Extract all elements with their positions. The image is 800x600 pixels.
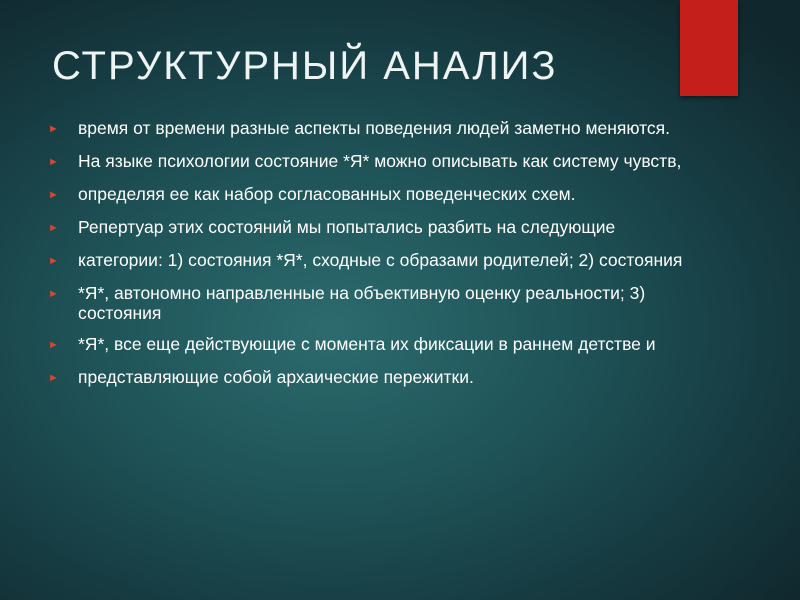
bullet-text: время от времени разные аспекты поведения людей заметно меняются. (78, 118, 670, 138)
triangle-bullet-icon: ► (48, 288, 59, 300)
triangle-bullet-icon: ► (48, 339, 59, 351)
slide-title: СТРУКТУРНЫЙ АНАЛИЗ (52, 44, 558, 88)
bullet-item (48, 250, 688, 272)
bullet-item (48, 334, 688, 356)
triangle-bullet-icon: ► (48, 189, 59, 201)
bullet-text: Репертуар этих состояний мы попытались разбить на следующие (78, 217, 616, 237)
bullet-list (48, 118, 688, 400)
triangle-bullet-icon: ► (48, 372, 59, 384)
bullet-text: категории: 1) состояния *Я*, сходные с образами родителей; 2) состояния (78, 250, 683, 270)
bullet-item (48, 283, 688, 323)
bullet-text: определяя ее как набор согласованных поведенческих схем. (78, 184, 576, 204)
bullet-item (48, 367, 688, 389)
bullet-item (48, 118, 688, 140)
triangle-bullet-icon: ► (48, 156, 59, 168)
triangle-bullet-icon: ► (48, 222, 59, 234)
bullet-text: *Я*, все еще действующие с момента их фиксации в раннем детстве и (78, 334, 656, 354)
bullet-text: представляющие собой архаические пережитки. (78, 367, 474, 387)
bullet-text: На языке психологии состояние *Я* можно описывать как систему чувств, (78, 151, 682, 171)
bullet-item (48, 217, 688, 239)
bullet-text: *Я*, автономно направленные на объективную оценку реальности; 3) состояния (78, 283, 646, 323)
red-accent-block (680, 0, 738, 96)
triangle-bullet-icon: ► (48, 255, 59, 267)
triangle-bullet-icon: ► (48, 123, 59, 135)
bullet-item (48, 151, 688, 173)
bullet-item (48, 184, 688, 206)
